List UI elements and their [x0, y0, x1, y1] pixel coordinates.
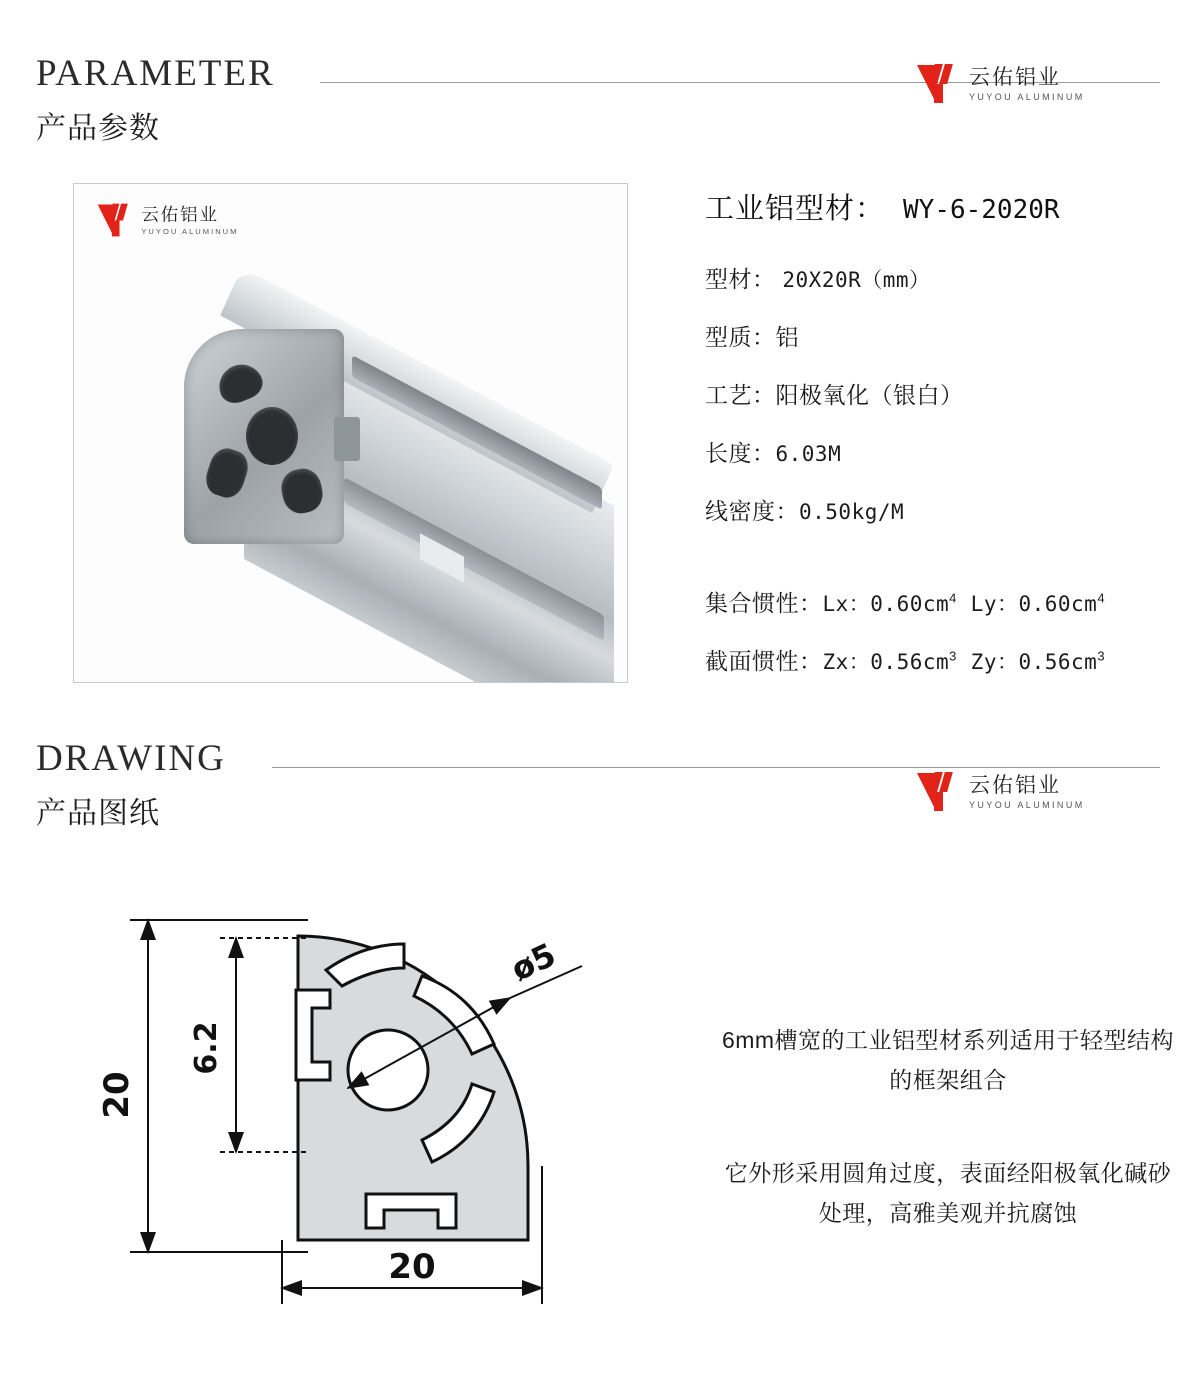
spec-value: 阳极氧化（银白）	[775, 382, 964, 408]
logo-brand-cn: 云佑铝业	[141, 204, 219, 225]
logo-brand-en: YUYOU ALUMINUM	[969, 799, 1085, 810]
spec-row-length	[705, 435, 1185, 468]
technical-drawing	[70, 880, 690, 1310]
product-model: WY-6-2020R	[903, 195, 1060, 225]
parameter-heading-cn: 产品参数	[36, 112, 160, 145]
description-paragraph-1: 6mm槽宽的工业铝型材系列适用于轻型结构的框架组合	[721, 1027, 1175, 1094]
spec-label: 型质：	[705, 324, 776, 350]
spec-row-area-inertia	[705, 585, 1185, 618]
product-description	[718, 1020, 1178, 1233]
logo-brand-cn: 云佑铝业	[969, 65, 1061, 89]
dim-hole-label: ø5	[505, 935, 562, 989]
photo-watermark-logo	[96, 202, 238, 239]
logo-brand-cn: 云佑铝业	[969, 773, 1061, 797]
area-inertia-lx-exp: 4	[949, 590, 957, 606]
yuyou-logo-icon	[915, 770, 959, 814]
spec-row-section-modulus	[705, 643, 1185, 676]
section-modulus-zy-exp: 3	[1097, 648, 1106, 664]
product-title-label: 工业铝型材：	[705, 193, 886, 225]
yuyou-logo-icon	[96, 202, 133, 239]
technical-drawing-svg	[70, 880, 690, 1310]
spec-value: 20X20R（mm）	[782, 268, 931, 292]
product-title-row	[705, 186, 1185, 227]
header-logo	[915, 62, 1085, 106]
drawing-section-logo	[915, 770, 1085, 814]
spec-label: 长度：	[705, 440, 776, 466]
drawing-heading-rule	[272, 767, 1160, 768]
dim-inner-label: 6.2	[189, 1021, 224, 1075]
aluminum-extrusion-photo	[184, 309, 614, 639]
drawing-heading-cn: 产品图纸	[36, 797, 160, 830]
description-paragraph-2: 它外形采用圆角过度，表面经阳极氧化碱砂处理，高雅美观并抗腐蚀	[724, 1159, 1172, 1226]
section-modulus-label: 截面惯性：	[705, 648, 823, 674]
parameter-heading-en: PARAMETER	[36, 53, 275, 94]
area-inertia-ly: Ly：0.60cm	[970, 592, 1098, 616]
logo-brand-en: YUYOU ALUMINUM	[969, 91, 1085, 102]
spec-row-process	[705, 377, 1185, 410]
dim-width-label: 20	[388, 1247, 436, 1287]
dim-height-20	[130, 920, 308, 1252]
dim-height-label: 20	[97, 1071, 137, 1119]
product-photo-panel	[73, 183, 628, 683]
spec-value: 0.50kg/M	[799, 500, 905, 524]
section-modulus-zx-exp: 3	[949, 648, 957, 664]
spec-label: 工艺：	[705, 382, 776, 408]
product-spec-list	[705, 186, 1185, 701]
area-inertia-lx: Lx：0.60cm	[822, 592, 950, 616]
area-inertia-label: 集合惯性：	[705, 590, 823, 616]
section-modulus-zx: Zx：0.56cm	[822, 650, 950, 674]
drawing-heading-en: DRAWING	[36, 738, 226, 779]
spec-row-material	[705, 319, 1185, 352]
spec-label: 线密度：	[705, 498, 799, 524]
spec-value: 6.03M	[775, 442, 842, 466]
logo-brand-en: YUYOU ALUMINUM	[141, 226, 239, 236]
yuyou-logo-icon	[915, 62, 959, 106]
area-inertia-ly-exp: 4	[1097, 590, 1106, 606]
spec-label: 型材：	[705, 266, 776, 292]
spec-row-density	[705, 493, 1185, 526]
spec-row-profile	[705, 261, 1185, 294]
section-modulus-zy: Zy：0.56cm	[970, 650, 1098, 674]
spec-value: 铝	[775, 324, 799, 350]
